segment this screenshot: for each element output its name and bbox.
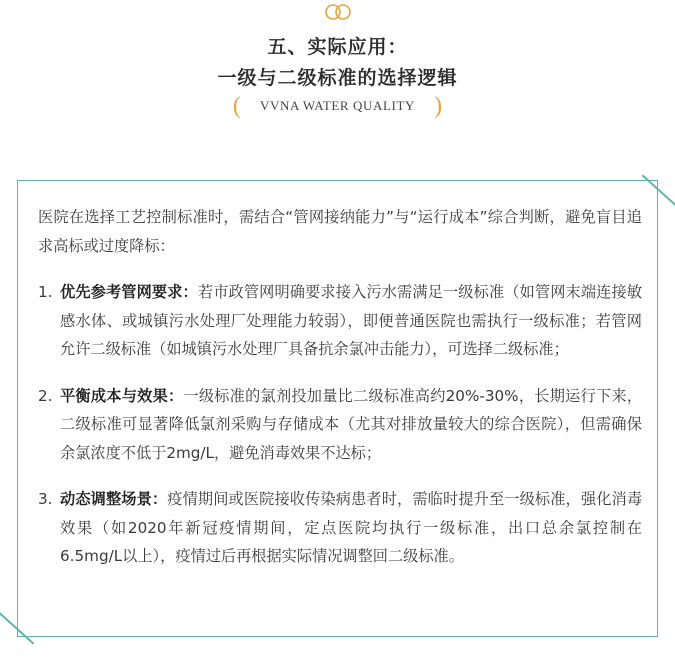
- item-number: 3.: [38, 490, 53, 508]
- item-text: 若市政管网明确要求接入污水需满足一级标准（如管网末端连接敏感水体、或城镇污水处理厂处理能力较弱），即便普通医院也需执行一级标准；若管网允许二级标准（如城镇污水处理厂具备抗余氯冲击能力），可选择二级标准；: [60, 283, 643, 358]
- list-item: [38, 278, 642, 364]
- item-text: 疫情期间或医院接收传染病患者时，需临时提升至一级标准，强化消毒效果（如2020年新冠疫情期间，定点医院均执行一级标准，出口总余氯控制在6.5mg/L以上），疫情过后再根据实际情况调整回二级标准。: [60, 490, 643, 565]
- item-lead: 平衡成本与效果：: [60, 386, 184, 405]
- list-item: [38, 485, 642, 571]
- item-number: 2.: [38, 386, 53, 405]
- subtitle: VVNA WATER QUALITY: [260, 97, 415, 113]
- subtitle-row: [0, 92, 675, 118]
- section-title: 五、实际应用：: [267, 36, 408, 58]
- intro-paragraph: 医院在选择工艺控制标准时，需结合“管网接纳能力”与“运行成本”综合判断，避免盲目追求高标或过度降标：: [38, 208, 642, 255]
- item-lead: 优先参考管网要求：: [60, 283, 198, 301]
- list-item: [38, 382, 642, 468]
- item-text: 一级标准的氯剂投加量比二级标准高约20%-30%，长期运行下来，二级标准可显著降低氯剂采购与存储成本（尤其对排放量较大的综合医院），但需确保余氯浓度不低于2mg/L，避免消毒效果不达标；: [60, 386, 643, 462]
- right-paren-decoration: ): [434, 92, 443, 119]
- rings-icon: [322, 3, 354, 21]
- item-number: 1.: [38, 283, 53, 301]
- section-heading: 一级与二级标准的选择逻辑: [217, 67, 458, 89]
- left-paren-decoration: (: [232, 92, 241, 119]
- card-content: [38, 203, 642, 589]
- item-lead: 动态调整场景：: [60, 490, 168, 508]
